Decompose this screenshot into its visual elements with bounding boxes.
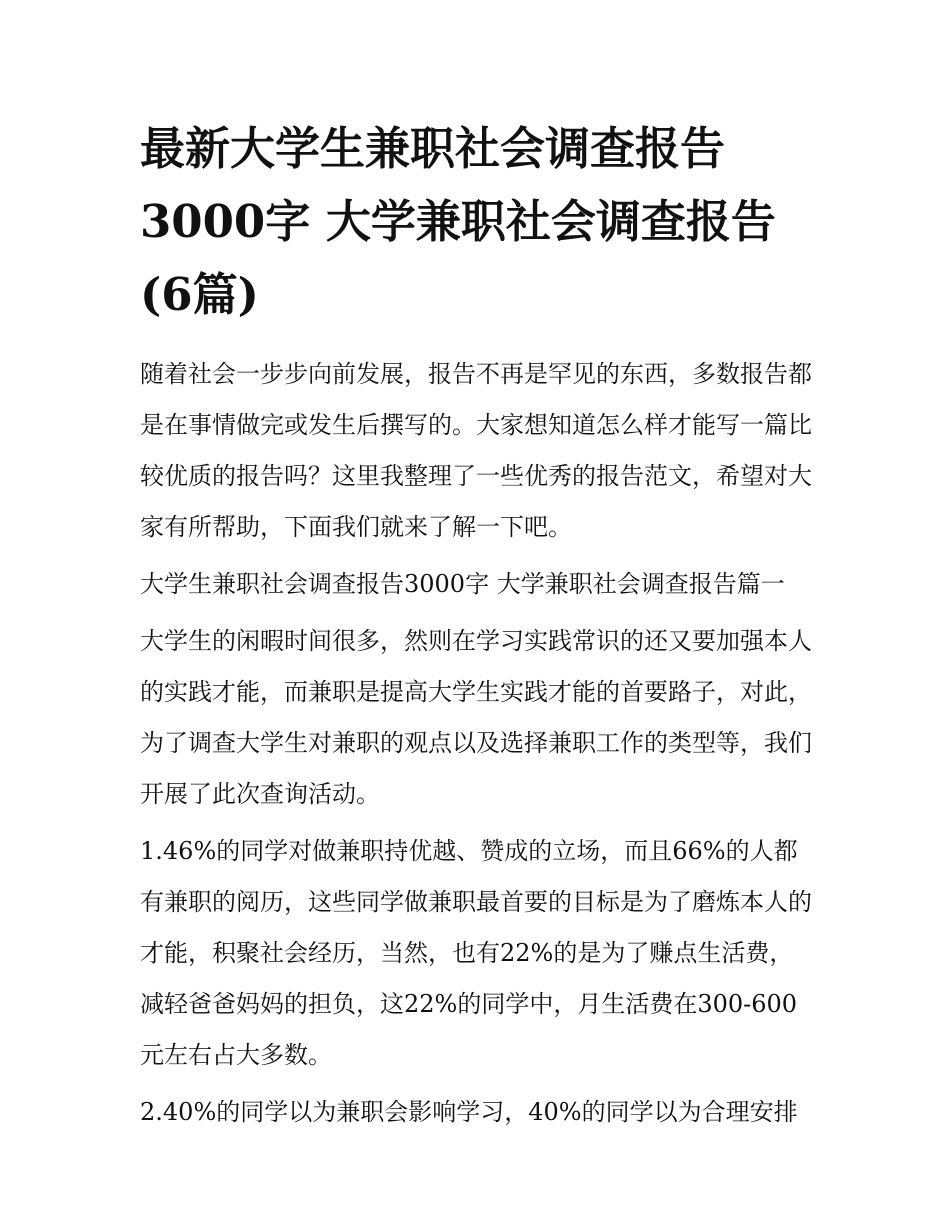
intro-paragraph: 随着社会一步步向前发展，报告不再是罕见的东西，多数报告都是在事情做完或发生后撰写的。大家想知道怎么样才能写一篇比较优质的报告吗？这里我整理了一些优秀的报告范文，希望对大家有所帮助，下面我们就来了解一下吧。 — [140, 360, 812, 541]
document-title: 最新大学生兼职社会调查报告3000字 大学兼职社会调查报告(6篇) — [140, 122, 776, 321]
body-paragraph: 大学生的闲暇时间很多，然则在学习实践常识的还又要加强本人的实践才能，而兼职是提高大学生实践才能的首要路子，对此，为了调查大学生对兼职的观点以及选择兼职工作的类型等，我们开展了此次查询活动。 — [140, 627, 812, 808]
document-page — [140, 112, 812, 1144]
finding-paragraph-1: 1.46%的同学对做兼职持优越、赞成的立场，而且66%的人都有兼职的阅历，这些同学做兼职最首要的目标是为了磨炼本人的才能，积聚社会经历，当然，也有22%的是为了赚点生活费，减轻爸爸妈妈的担负，这22%的同学中，月生活费在300-600元左右占大多数。 — [140, 837, 812, 1069]
finding-paragraph-2: 2.40%的同学以为兼职会影响学习，40%的同学以为合理安排 — [140, 1098, 798, 1126]
section-heading: 大学生兼职社会调查报告3000字 大学兼职社会调查报告篇一 — [140, 570, 785, 598]
